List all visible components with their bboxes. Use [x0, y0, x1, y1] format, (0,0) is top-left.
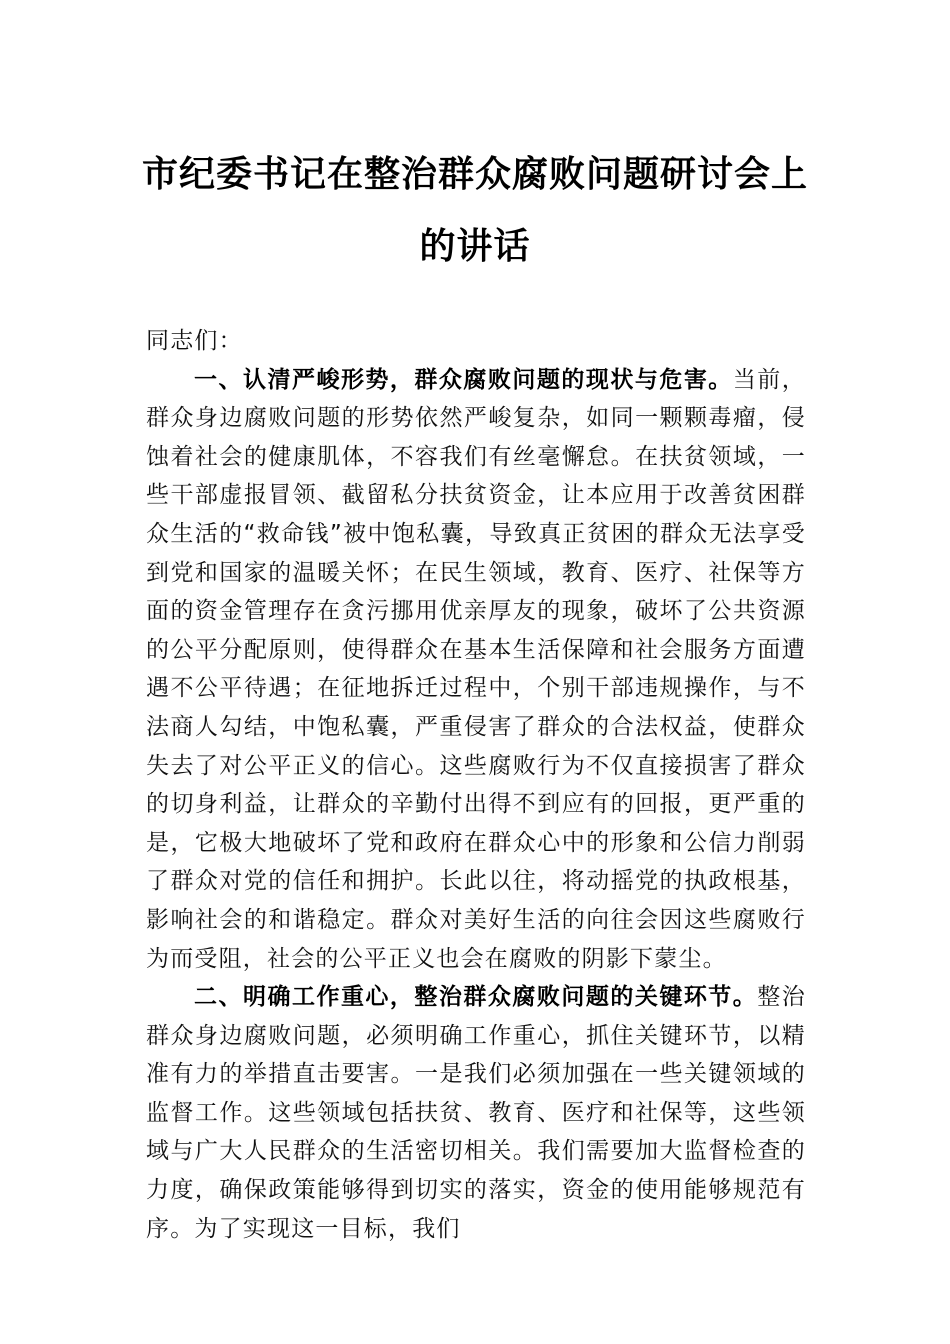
- section-1-paragraph: [146, 361, 806, 979]
- salutation: 同志们：: [146, 328, 243, 354]
- section-2-heading: 二、明确工作重心，整治群众腐败问题的关键环节。: [194, 984, 758, 1011]
- section-1-text: 当前，群众身边腐败问题的形势依然严峻复杂，如同一颗颗毒瘤，侵蚀着社会的健康肌体，不容我们有丝毫懈怠。在扶贫领域，一些干部虚报冒领、截留私分扶贫资金，让本应用于改善贫困群众生活的“救命钱”被中饱私囊，导致真正贫困的群众无法享受到党和国家的温暖关怀；在民生领域，教育、医疗、社保等方面的资金管理存在贪污挪用优亲厚友的现象，破坏了公共资源的公平分配原则，使得群众在基本生活保障和社会服务方面遭遇不公平待遇；在征地拆迁过程中，个别干部违规操作，与不法商人勾结，中饱私囊，严重侵害了群众的合法权益，使群众失去了对公平正义的信心。这些腐败行为不仅直接损害了群众的切身利益，让群众的辛勤付出得不到应有的回报，更严重的是，它极大地破坏了党和政府在群众心中的形象和公信力削弱了群众对党的信任和拥护。长此以往，将动摇党的执政根基，影响社会的和谐稳定。群众对美好生活的向往会因这些腐败行为而受阻，社会的公平正义也会在腐败的阴影下蒙尘。: [146, 366, 806, 972]
- section-2-paragraph: [146, 978, 806, 1248]
- section-2-text: 整治群众身边腐败问题，必须明确工作重心，抓住关键环节，以精准有力的举措直击要害。一是我们必须加强在一些关键领域的监督工作。这些领域包括扶贫、教育、医疗和社保等，这些领域与广大人民群众的生活密切相关。我们需要加大监督检查的力度，确保政策能够得到切实的落实，资金的使用能够规范有序。为了实现这一目标，我们: [146, 984, 806, 1242]
- document-body: [146, 322, 806, 1248]
- section-1-heading: 一、认清严峻形势，群众腐败问题的现状与危害。: [194, 366, 733, 393]
- document-title: 市纪委书记在整治群众腐败问题研讨会上的讲话: [141, 153, 808, 267]
